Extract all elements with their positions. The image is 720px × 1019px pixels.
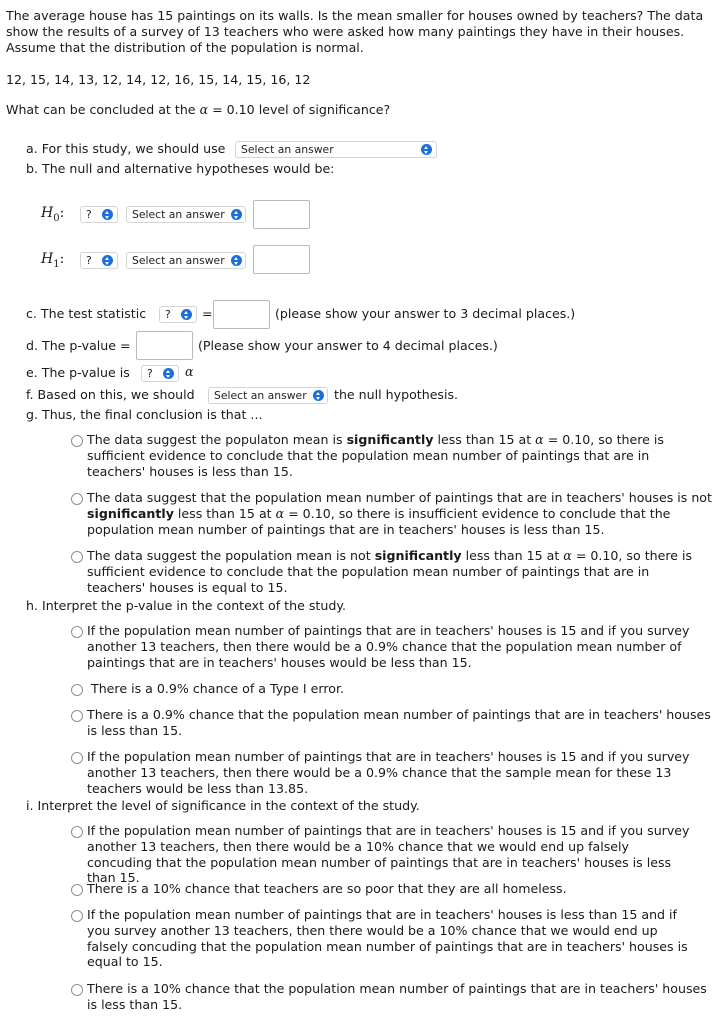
select-arrows-icon <box>102 255 113 266</box>
significance-interp-radio-4[interactable] <box>71 984 83 996</box>
h0-relation-select[interactable] <box>126 206 246 223</box>
pvalue-interp-option-2[interactable]: There is a 0.9% chance of a Type I error. <box>91 681 344 696</box>
h0-parameter-text: ? <box>86 208 92 221</box>
h0-relation-text: Select an answer <box>132 208 225 221</box>
h0-label <box>41 205 64 224</box>
select-arrows-icon <box>421 144 432 155</box>
select-arrows-icon <box>231 255 242 266</box>
part-b-label: b. The null and alternative hypotheses would be: <box>26 161 335 176</box>
decision-select[interactable] <box>208 387 328 404</box>
decision-suffix: the null hypothesis. <box>334 387 459 402</box>
select-arrows-icon <box>102 209 113 220</box>
part-f-label: f. Based on this, we should <box>26 387 195 402</box>
h0-colon: : <box>59 205 65 221</box>
part-i-label: i. Interpret the level of significance in the context of the study. <box>26 798 420 813</box>
h1-label <box>41 251 64 270</box>
problem-statement: The average house has 15 paintings on its walls. Is the mean smaller for houses owned by teachers? The data show the results of a survey of 13 teachers who were asked how many paintings they have in their houses. Assume that the distribution of the population is normal. <box>6 8 704 55</box>
h0-value-input[interactable] <box>253 200 310 229</box>
alpha-symbol: α <box>185 364 194 379</box>
significance-interp-radio-1[interactable] <box>71 826 83 838</box>
conclusion-radio-1[interactable] <box>71 435 83 447</box>
conclusion-3-text-c: = 0.10, so there is sufficient evidence to conclude that the population mean number of paintings that are in teachers' houses is equal to 15. <box>87 548 693 595</box>
h1-parameter-text: ? <box>86 254 92 267</box>
h1-relation-select[interactable] <box>126 252 246 269</box>
h1-value-input[interactable] <box>253 245 310 274</box>
conclusion-2-text-c: = 0.10, so there is insufficient evidence to conclude that the population mean number of paintings that are in teachers' houses is less than 15. <box>87 505 671 537</box>
conclusion-2-text-a: The data suggest that the population mean number of paintings that are in teachers' houses is not <box>87 490 712 505</box>
conclusion-radio-3[interactable] <box>71 551 83 563</box>
alpha-symbol: α <box>563 548 572 563</box>
pvalue-interp-radio-3[interactable] <box>71 710 83 722</box>
equals-sign: = <box>202 306 213 321</box>
significance-interp-option-2[interactable]: There is a 10% chance that teachers are so poor that they are all homeless. <box>87 881 567 896</box>
h1-subscript: 1 <box>53 258 60 270</box>
conclusion-2-bold: significantly <box>87 505 174 521</box>
part-e-label: e. The p-value is <box>26 365 130 380</box>
conclusion-2-text-b: less than 15 at <box>173 505 276 521</box>
select-arrows-icon <box>163 368 174 379</box>
test-statistic-input[interactable] <box>213 300 270 329</box>
pvalue-interp-option-1[interactable]: If the population mean number of paintings that are in teachers' houses is 15 and if you survey another 13 teachers, then there would be a 0.9% chance that the population mean number of paintings that are in teachers' houses would be less than 15. <box>87 623 690 670</box>
significance-interp-radio-3[interactable] <box>71 910 83 922</box>
conclusion-1-text-a: The data suggest the populaton mean is <box>87 432 347 447</box>
conclusion-option-3[interactable] <box>87 548 697 595</box>
pvalue-interp-option-3[interactable]: There is a 0.9% chance that the population mean number of paintings that are in teachers' houses is less than 15. <box>87 707 711 738</box>
h1-colon: : <box>59 251 65 267</box>
test-type-select-text: Select an answer <box>241 143 334 156</box>
significance-interp-option-4[interactable]: There is a 10% chance that the population mean number of paintings that are in teachers' houses is less than 15. <box>87 981 707 1012</box>
p-value-input[interactable] <box>136 331 193 360</box>
question-suffix: = 0.10 level of significance? <box>212 102 391 117</box>
pvalue-interp-radio-2[interactable] <box>71 684 83 696</box>
part-c-label: c. The test statistic <box>26 306 147 321</box>
part-d-label: d. The p-value = <box>26 338 131 353</box>
part-h-label: h. Interpret the p-value in the context of the study. <box>26 598 346 613</box>
pvalue-interp-radio-1[interactable] <box>71 626 83 638</box>
conclusion-radio-2[interactable] <box>71 493 83 505</box>
significance-question <box>6 102 706 118</box>
test-statistic-note: (please show your answer to 3 decimal places.) <box>275 306 576 321</box>
significance-interp-radio-2[interactable] <box>71 884 83 896</box>
pvalue-interp-option-4[interactable]: If the population mean number of paintings that are in teachers' houses is 15 and if you survey another 13 teachers, then there would be a 0.9% chance that the sample mean for these 13 teachers would be less than 13.85. <box>87 749 690 796</box>
conclusion-option-2[interactable] <box>87 490 712 537</box>
p-value-note: (Please show your answer to 4 decimal places.) <box>198 338 498 353</box>
significance-interp-option-1[interactable]: If the population mean number of paintings that are in teachers' houses is 15 and if you survey another 13 teachers, then there would be a 10% chance that we would end up falsely concuding that the population mean number of paintings that are in teachers' houses is less than 15. <box>87 823 690 886</box>
p-value-comparison-text: ? <box>147 367 153 380</box>
conclusion-3-text-b: less than 15 at <box>461 548 564 563</box>
h1-parameter-select[interactable] <box>80 252 118 269</box>
conclusion-option-1[interactable] <box>87 432 697 479</box>
part-a-label: a. For this study, we should use <box>26 141 226 156</box>
h0-parameter-select[interactable] <box>80 206 118 223</box>
conclusion-1-bold: significantly <box>346 432 434 447</box>
alpha-symbol: α <box>275 505 285 521</box>
h0-subscript: 0 <box>53 212 60 224</box>
h1-relation-text: Select an answer <box>132 254 225 267</box>
conclusion-1-text-c: = 0.10, so there is sufficient evidence to conclude that the population mean number of paintings that are in teachers' houses is less than 15. <box>87 432 664 479</box>
p-value-comparison-select[interactable] <box>141 365 179 382</box>
select-arrows-icon <box>181 309 192 320</box>
h1-symbol: H <box>41 251 54 267</box>
alpha-symbol: α <box>199 102 209 117</box>
pvalue-interp-radio-4[interactable] <box>71 752 83 764</box>
significance-interp-option-3[interactable]: If the population mean number of paintings that are in teachers' houses is less than 15 and if you survey another 13 teachers, then there would be a 10% chance that we would end up falsely concuding that the population mean number of paintings that are in teachers' houses is equal to 15. <box>87 907 688 970</box>
alpha-symbol: α <box>535 432 544 447</box>
select-arrows-icon <box>313 390 324 401</box>
test-statistic-select-text: ? <box>165 308 171 321</box>
data-values: 12, 15, 14, 13, 12, 14, 12, 16, 15, 14, 15, 16, 12 <box>6 72 311 87</box>
part-g-label: g. Thus, the final conclusion is that ... <box>26 407 263 422</box>
decision-select-text: Select an answer <box>214 389 307 402</box>
h0-symbol: H <box>41 205 54 221</box>
test-type-select[interactable] <box>235 141 437 158</box>
test-statistic-select[interactable] <box>159 306 197 323</box>
question-prefix: What can be concluded at the <box>6 102 196 117</box>
conclusion-3-bold: significantly <box>374 548 462 563</box>
select-arrows-icon <box>231 209 242 220</box>
conclusion-3-text-a: The data suggest the population mean is not <box>87 548 375 563</box>
conclusion-1-text-b: less than 15 at <box>433 432 536 447</box>
